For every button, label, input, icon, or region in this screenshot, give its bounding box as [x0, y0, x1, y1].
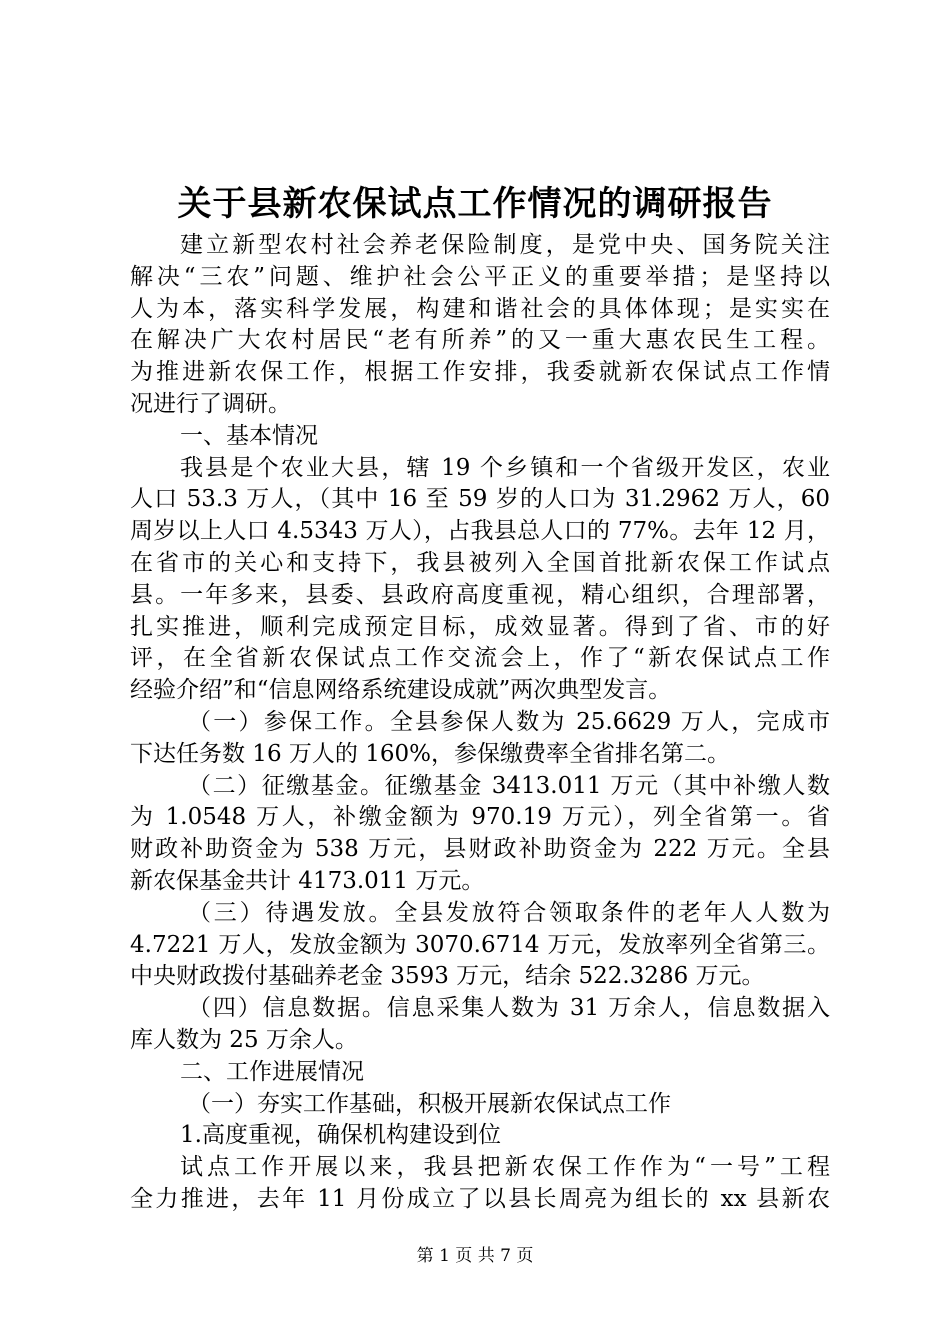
paragraph-line: 为 1.0548 万人，补缴金额为 970.19 万元），列全省第一。省 — [130, 804, 830, 831]
paragraph-line: 评，在全省新农保试点工作交流会上，作了“新农保试点工作 — [130, 645, 830, 672]
paragraph-line: 试点工作开展以来，我县把新农保工作作为“一号”工程 — [180, 1154, 830, 1181]
page-footer: 第 1 页 共 7 页 — [416, 1246, 534, 1266]
paragraph-line: 二、工作进展情况 — [180, 1058, 364, 1085]
document-body — [130, 230, 830, 1216]
paragraph-line: 在省市的关心和支持下，我县被列入全国首批新农保工作试点 — [130, 549, 830, 576]
paragraph-line: 1.高度重视，确保机构建设到位 — [180, 1122, 501, 1149]
paragraph-line: 4.7221 万人，发放金额为 3070.6714 万元，发放率列全省第三。 — [130, 931, 830, 958]
paragraph-line: （一）参保工作。全县参保人数为 25.6629 万人，完成市 — [188, 708, 830, 735]
paragraph-line: 全力推进，去年 11 月份成立了以县长周亮为组长的 xx 县新农 — [130, 1185, 830, 1212]
document-title: 关于县新农保试点工作情况的调研报告 — [177, 184, 773, 224]
paragraph-line: 一、基本情况 — [180, 422, 318, 449]
paragraph-line: 在解决广大农村居民“老有所养”的又一重大惠农民生工程。 — [130, 327, 830, 354]
paragraph-line: 扎实推进，顺利完成预定目标，成效显著。得到了省、市的好 — [130, 613, 830, 640]
paragraph-line: 库人数为 25 万余人。 — [130, 1026, 358, 1053]
paragraph-line: 财政补助资金为 538 万元，县财政补助资金为 222 万元。全县 — [130, 836, 830, 863]
paragraph-line: 人为本，落实科学发展，构建和谐社会的具体体现；是实实在 — [130, 295, 830, 322]
paragraph-line: （三）待遇发放。全县发放符合领取条件的老年人人数为 — [188, 899, 830, 926]
paragraph-line: 县。一年多来，县委、县政府高度重视，精心组织，合理部署， — [130, 581, 830, 608]
paragraph-line: （一）夯实工作基础，积极开展新农保试点工作 — [188, 1090, 671, 1117]
paragraph-line: 况进行了调研。 — [130, 390, 291, 417]
paragraph-line: 下达任务数 16 万人的 160%，参保缴费率全省排名第二。 — [130, 740, 730, 767]
paragraph-line: （二）征缴基金。征缴基金 3413.011 万元（其中补缴人数 — [188, 772, 830, 799]
paragraph-line: 我县是个农业大县，辖 19 个乡镇和一个省级开发区，农业 — [180, 454, 830, 481]
paragraph-line: 为推进新农保工作，根据工作安排，我委就新农保试点工作情 — [130, 359, 830, 386]
paragraph-line: 中央财政拨付基础养老金 3593 万元，结余 522.3286 万元。 — [130, 963, 765, 990]
paragraph-line: 经验介绍”和“信息网络系统建设成就”两次典型发言。 — [130, 677, 672, 704]
paragraph-line: 人口 53.3 万人，（其中 16 至 59 岁的人口为 31.2962 万人，60 — [130, 486, 830, 513]
paragraph-line: （四）信息数据。信息采集人数为 31 万余人，信息数据入 — [188, 995, 830, 1022]
paragraph-line: 建立新型农村社会养老保险制度，是党中央、国务院关注 — [180, 232, 830, 258]
paragraph-line: 周岁以上人口 4.5343 万人），占我县总人口的 77%。去年 12 月， — [130, 518, 830, 545]
paragraph-line: 新农保基金共计 4173.011 万元。 — [130, 867, 485, 894]
paragraph-line: 解决“三农”问题、维护社会公平正义的重要举措；是坚持以 — [130, 263, 830, 290]
